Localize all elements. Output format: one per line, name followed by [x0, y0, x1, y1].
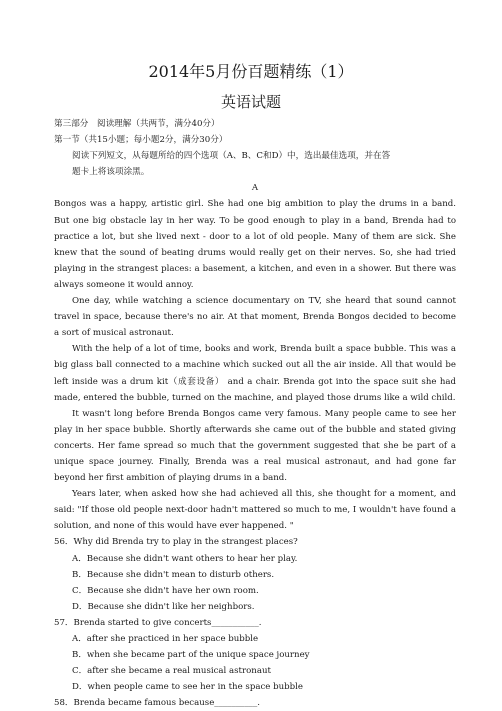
page-title: 2014年5月份百题精练（1）	[148, 62, 354, 81]
question-56	[54, 534, 456, 614]
passage-letter: A	[251, 183, 259, 194]
answer-option: D．Because she didn't like her neighbors.	[72, 601, 255, 612]
subpart-heading: 第一节（共15小题；每小题2分，满分30分）	[54, 135, 228, 146]
question-58	[54, 695, 456, 711]
passage-paragraph: It wasn't long before Brenda Bongos came very famous. Many people came to see her play in her space bubble. Shortly afterwards she came out of the bubble and stated giving concerts. Her fame spread so much that the government suggested that she be part of a unique space journey. Finally, Brenda was a real musical astronaut, and had gone far beyond her first ambition of playing drums in a band.	[54, 408, 456, 484]
answer-option: A．after she practiced in her space bubble	[72, 634, 259, 644]
answer-option: C．after she became a real musical astronaut	[72, 666, 271, 677]
exam-body	[54, 116, 456, 711]
part-heading: 第三部分 阅读理解（共两节，满分40分）	[54, 119, 220, 129]
answer-option: B．Because she didn't mean to disturb others.	[72, 569, 275, 580]
instruction-line: 阅读下列短文，从每题所给的四个选项（A、B、C和D）中，选出最佳选项，并在答	[72, 151, 391, 162]
answer-option: A．Because she didn't want others to hear her play.	[72, 553, 298, 564]
passage-paragraph: One day, while watching a science documentary on TV, she heard that sound cannot travel in space, because there's no air. At that moment, Brenda Bongos decided to become a sort of musical astronaut.	[54, 296, 456, 339]
answer-option: B．when she became part of the unique space journey	[72, 650, 310, 661]
instruction-line: 题卡上将该项涂黑。	[72, 167, 150, 178]
passage-paragraph: Bongos was a happy, artistic girl. She had one big ambition to play the drums in a band. But one big obstacle lay in her way. To be good enough to play in a band, Brenda had to practice a lot, but she lived next - door to a lot of old people. Many of them are sick. She knew that the sound of beating drums would really get on their nerves. So, she had tried playing in the strangest places: a basement, a kitchen, and even in a shower. But there was always someone it would annoy.	[54, 199, 456, 290]
passage-paragraph: Years later, when asked how she had achieved all this, she thought for a moment, and said: "If those old people next-door hadn't mattered so much to me, I wouldn't have found a solution, and none of this would have ever happened. "	[54, 489, 456, 532]
question-57	[54, 615, 456, 695]
question-stem: 57．Brenda started to give concerts___________.	[54, 617, 262, 628]
answer-option: C．Because she didn't have her own room.	[72, 585, 259, 596]
question-stem: 58．Brenda became famous because__________.	[54, 698, 260, 709]
answer-option: D．when people came to see her in the space bubble	[72, 682, 303, 693]
passage-paragraph: With the help of a lot of time, books and work, Brenda built a space bubble. This was a big glass ball connected to a machine which sucked out all the air inside. All that would be left inside was a drum kit（成套设备） and a chair. Brenda got into the space suit she had made, entered the bubble, turned on the machine, and played those drums like a wild child.	[54, 344, 456, 403]
question-stem: 56．Why did Brenda try to play in the strangest places?	[54, 537, 298, 548]
page-subtitle: 英语试题	[220, 93, 281, 111]
